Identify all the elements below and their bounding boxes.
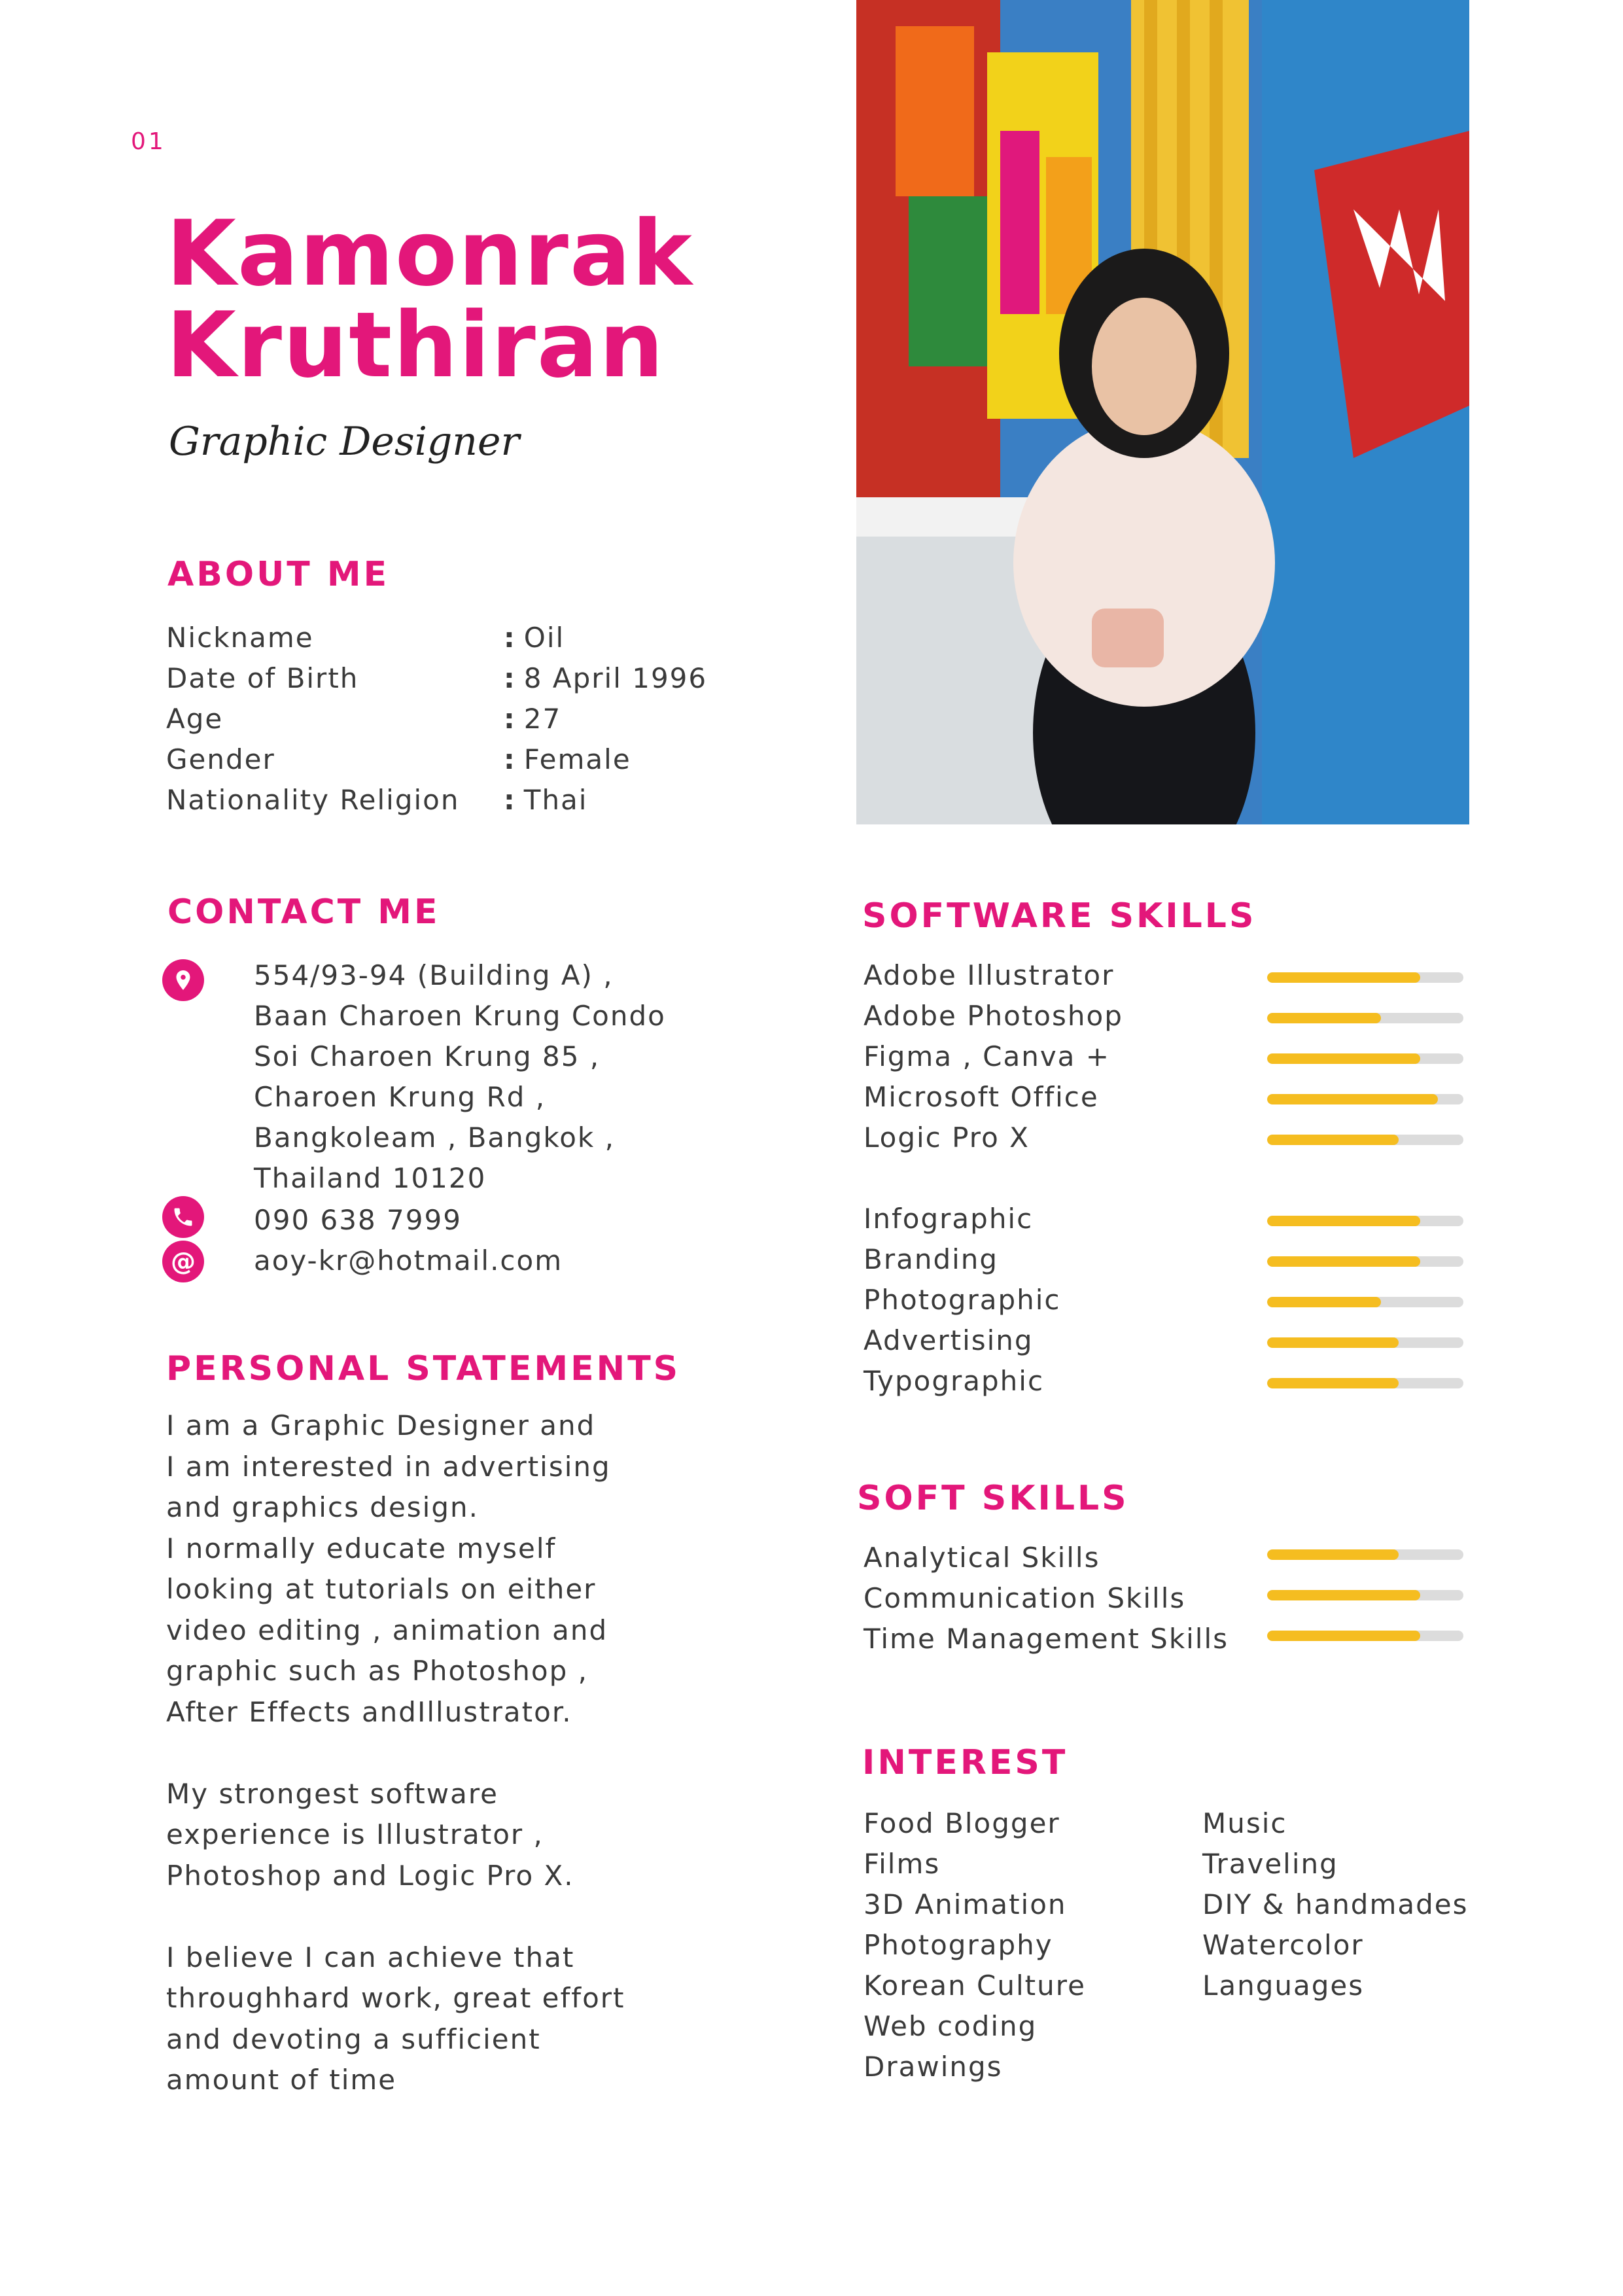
location-pin-icon: [162, 959, 204, 1001]
skill-bar-fill: [1267, 1631, 1420, 1641]
interest-title: INTEREST: [862, 1743, 1068, 1782]
interest-item: Films: [864, 1848, 941, 1880]
skill-bar: [1267, 1297, 1463, 1307]
statement-line: and graphics design.: [166, 1491, 479, 1523]
skill-label: Time Management Skills: [864, 1623, 1229, 1655]
statement-line: I normally educate myself: [166, 1532, 557, 1564]
page-number: 01: [131, 128, 166, 155]
interest-item: Watercolor: [1202, 1929, 1364, 1961]
interest-item: DIY & handmades: [1202, 1888, 1469, 1920]
about-label-gender: Gender: [166, 743, 275, 775]
address-line-5: Bangkoleam , Bangkok ,: [254, 1122, 615, 1154]
about-label-dob: Date of Birth: [166, 662, 359, 694]
contact-title: CONTACT ME: [167, 892, 440, 932]
skill-label: Communication Skills: [864, 1582, 1186, 1614]
skill-bar: [1267, 1549, 1463, 1560]
statement-line: [166, 1896, 676, 1937]
statement-line: My strongest software: [166, 1777, 499, 1810]
skill-bar-fill: [1267, 1590, 1420, 1600]
skill-bar: [1267, 1378, 1463, 1388]
about-label-nickname: Nickname: [166, 622, 314, 654]
interest-item: Photography: [864, 1929, 1053, 1961]
statement-line: video editing , animation and: [166, 1614, 608, 1646]
job-title: Graphic Designer: [169, 419, 520, 465]
software-skills-title: SOFTWARE SKILLS: [862, 896, 1257, 936]
skill-bar-fill: [1267, 1297, 1381, 1307]
skill-bar: [1267, 1053, 1463, 1064]
phone-icon: [162, 1196, 204, 1238]
address-line-3: Soi Charoen Krung 85 ,: [254, 1040, 601, 1072]
skill-bar: [1267, 1216, 1463, 1226]
at-icon: @: [162, 1241, 204, 1282]
skill-label: Branding: [864, 1243, 999, 1275]
skill-label: Microsoft Office: [864, 1081, 1099, 1113]
profile-photo-graphic: [856, 0, 1469, 824]
interest-item: Drawings: [864, 2051, 1003, 2083]
skill-bar: [1267, 972, 1463, 983]
skill-bar-fill: [1267, 1013, 1381, 1023]
statement-body: [166, 1405, 676, 2101]
statement-line: [166, 1733, 676, 1774]
about-value-nationality: : Thai: [504, 784, 588, 816]
interest-item: Music: [1202, 1807, 1287, 1839]
about-value-dob: : 8 April 1996: [504, 662, 708, 694]
skill-bar-fill: [1267, 1094, 1438, 1104]
address-line-2: Baan Charoen Krung Condo: [254, 1000, 666, 1032]
skill-bar: [1267, 1256, 1463, 1267]
skill-bar-fill: [1267, 1135, 1399, 1145]
skill-label: Figma , Canva +: [864, 1040, 1110, 1072]
skill-label: Adobe Photoshop: [864, 1000, 1123, 1032]
skill-bar: [1267, 1094, 1463, 1104]
skill-label: Typographic: [864, 1365, 1045, 1397]
phone-number[interactable]: 090 638 7999: [254, 1204, 462, 1236]
skill-label: Infographic: [864, 1203, 1034, 1235]
statement-line: and devoting a sufficient: [166, 2022, 541, 2055]
skill-bar-fill: [1267, 1378, 1399, 1388]
statement-line: I believe I can achieve that: [166, 1941, 575, 1973]
profile-photo: [856, 0, 1469, 824]
skill-label: Advertising: [864, 1324, 1034, 1356]
skill-bar-fill: [1267, 1256, 1420, 1267]
skill-label: Logic Pro X: [864, 1122, 1030, 1154]
skill-bar-fill: [1267, 1337, 1399, 1348]
address-line-6: Thailand 10120: [254, 1162, 487, 1194]
interest-item: Food Blogger: [864, 1807, 1060, 1839]
address-line-4: Charoen Krung Rd ,: [254, 1081, 546, 1113]
skill-bar-fill: [1267, 1216, 1420, 1226]
statement-title: PERSONAL STATEMENTS: [166, 1349, 681, 1388]
statement-line: I am a Graphic Designer and: [166, 1409, 596, 1441]
statement-line: amount of time: [166, 2064, 397, 2096]
address-line-1: 554/93-94 (Building A) ,: [254, 959, 614, 991]
interest-item: Traveling: [1202, 1848, 1338, 1880]
statement-line: experience is Illustrator ,: [166, 1818, 544, 1850]
interest-item: Korean Culture: [864, 1969, 1086, 2002]
interest-item: 3D Animation: [864, 1888, 1067, 1920]
statement-line: graphic such as Photoshop ,: [166, 1655, 588, 1687]
about-label-age: Age: [166, 703, 224, 735]
skill-label: Analytical Skills: [864, 1542, 1100, 1574]
last-name: Kruthiran: [166, 292, 665, 398]
skill-bar-fill: [1267, 972, 1420, 983]
about-label-nationality: Nationality Religion: [166, 784, 460, 816]
skill-bar: [1267, 1631, 1463, 1641]
person-name: [166, 201, 693, 398]
skill-label: Adobe Illustrator: [864, 959, 1115, 991]
skill-bar: [1267, 1590, 1463, 1600]
skill-bar-fill: [1267, 1053, 1420, 1064]
about-value-gender: : Female: [504, 743, 631, 775]
statement-line: After Effects andIllustrator.: [166, 1695, 572, 1728]
interest-item: Web coding: [864, 2010, 1038, 2042]
statement-line: Photoshop and Logic Pro X.: [166, 1859, 574, 1892]
statement-line: looking at tutorials on either: [166, 1573, 597, 1605]
about-value-nickname: : Oil: [504, 622, 565, 654]
skill-label: Photographic: [864, 1284, 1061, 1316]
skill-bar-fill: [1267, 1549, 1399, 1560]
soft-skills-title: SOFT SKILLS: [857, 1479, 1129, 1518]
skill-bar: [1267, 1337, 1463, 1348]
skill-bar: [1267, 1013, 1463, 1023]
first-name: Kamonrak: [166, 201, 693, 306]
about-value-age: : 27: [504, 703, 562, 735]
skill-bar: [1267, 1135, 1463, 1145]
email-address[interactable]: aoy-kr@hotmail.com: [254, 1245, 563, 1277]
statement-line: throughhard work, great effort: [166, 1982, 625, 2014]
interest-item: Languages: [1202, 1969, 1365, 2002]
about-title: ABOUT ME: [167, 555, 390, 594]
statement-line: I am interested in advertising: [166, 1450, 611, 1483]
